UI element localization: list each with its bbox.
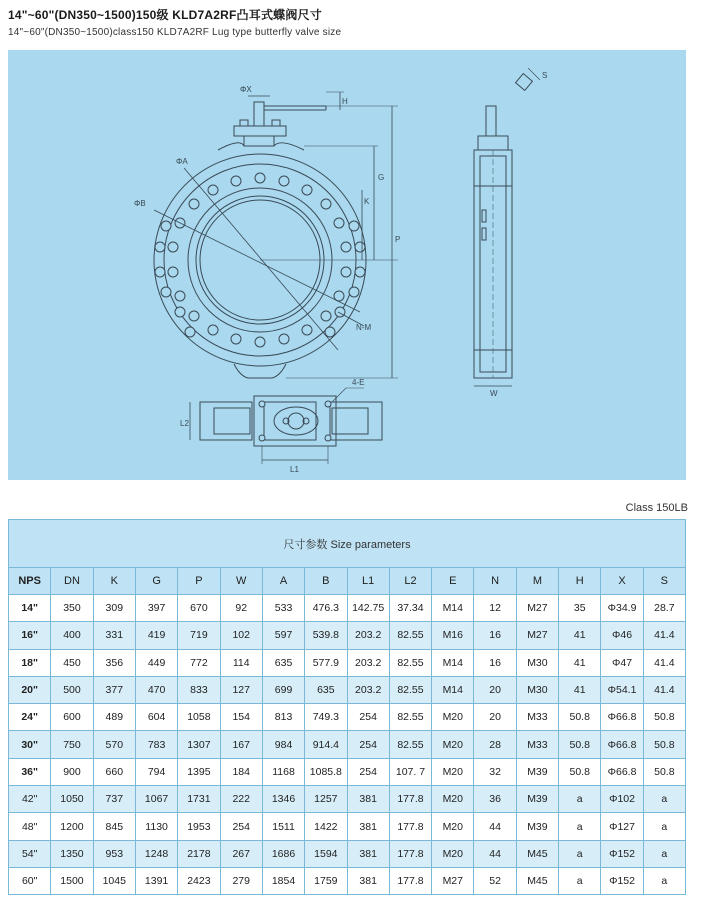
cell-p: 1731 bbox=[178, 786, 220, 813]
cell-l2: 82.55 bbox=[389, 731, 431, 758]
cell-l1: 254 bbox=[347, 758, 389, 785]
cell-h: 41 bbox=[559, 649, 601, 676]
cell-g: 1067 bbox=[135, 786, 177, 813]
cell-h: 41 bbox=[559, 622, 601, 649]
cell-b: 635 bbox=[305, 676, 347, 703]
cell-b: 476.3 bbox=[305, 595, 347, 622]
label-k: K bbox=[364, 197, 370, 206]
cell-w: 184 bbox=[220, 758, 262, 785]
cell-n: 20 bbox=[474, 676, 516, 703]
cell-l1: 203.2 bbox=[347, 676, 389, 703]
cell-dn: 1350 bbox=[51, 840, 93, 867]
cell-e: M20 bbox=[432, 786, 474, 813]
cell-n: 36 bbox=[474, 786, 516, 813]
cell-nps: 36" bbox=[9, 758, 51, 785]
cell-x: Φ152 bbox=[601, 840, 643, 867]
cell-w: 254 bbox=[220, 813, 262, 840]
cell-h: a bbox=[559, 867, 601, 894]
cell-w: 114 bbox=[220, 649, 262, 676]
cell-b: 1759 bbox=[305, 867, 347, 894]
cell-m: M39 bbox=[516, 813, 558, 840]
front-view bbox=[154, 92, 401, 378]
cell-e: M20 bbox=[432, 731, 474, 758]
cell-l2: 82.55 bbox=[389, 649, 431, 676]
label-phi-a: ΦA bbox=[176, 157, 188, 166]
cell-nps: 48" bbox=[9, 813, 51, 840]
side-view bbox=[474, 106, 512, 386]
top-view bbox=[190, 388, 382, 464]
table-row bbox=[9, 840, 686, 867]
cell-l2: 177.8 bbox=[389, 813, 431, 840]
label-s: S bbox=[542, 71, 548, 80]
cell-n: 20 bbox=[474, 704, 516, 731]
cell-n: 52 bbox=[474, 867, 516, 894]
cell-k: 953 bbox=[93, 840, 135, 867]
cell-a: 1854 bbox=[262, 867, 304, 894]
cell-k: 1045 bbox=[93, 867, 135, 894]
cell-p: 772 bbox=[178, 649, 220, 676]
cell-a: 1686 bbox=[262, 840, 304, 867]
label-l2: L2 bbox=[180, 419, 189, 428]
cell-l1: 381 bbox=[347, 813, 389, 840]
cell-l1: 254 bbox=[347, 731, 389, 758]
cell-m: M27 bbox=[516, 595, 558, 622]
cell-e: M20 bbox=[432, 704, 474, 731]
cell-p: 833 bbox=[178, 676, 220, 703]
cell-k: 845 bbox=[93, 813, 135, 840]
label-p: P bbox=[395, 235, 401, 244]
table-row bbox=[9, 676, 686, 703]
cell-g: 1130 bbox=[135, 813, 177, 840]
cell-e: M14 bbox=[432, 649, 474, 676]
header-m: M bbox=[516, 568, 558, 595]
page-title-cn: 14"~60"(DN350~1500)150级 KLD7A2RF凸耳式蝶阀尺寸 bbox=[8, 8, 322, 22]
cell-a: 1511 bbox=[262, 813, 304, 840]
cell-k: 737 bbox=[93, 786, 135, 813]
cell-k: 570 bbox=[93, 731, 135, 758]
cell-w: 222 bbox=[220, 786, 262, 813]
cell-s: a bbox=[643, 813, 685, 840]
cell-a: 1168 bbox=[262, 758, 304, 785]
cell-e: M16 bbox=[432, 622, 474, 649]
cell-n: 32 bbox=[474, 758, 516, 785]
cell-k: 377 bbox=[93, 676, 135, 703]
cell-w: 102 bbox=[220, 622, 262, 649]
table-row bbox=[9, 649, 686, 676]
cell-p: 1307 bbox=[178, 731, 220, 758]
cell-w: 167 bbox=[220, 731, 262, 758]
table-caption: 尺寸参数 Size parameters bbox=[9, 520, 686, 568]
cell-l1: 203.2 bbox=[347, 622, 389, 649]
cell-b: 577.9 bbox=[305, 649, 347, 676]
cell-h: 41 bbox=[559, 676, 601, 703]
label-n-m: N-M bbox=[356, 323, 372, 332]
cell-b: 1594 bbox=[305, 840, 347, 867]
cell-x: Φ54.1 bbox=[601, 676, 643, 703]
cell-b: 539.8 bbox=[305, 622, 347, 649]
cell-a: 699 bbox=[262, 676, 304, 703]
label-l1: L1 bbox=[290, 465, 299, 474]
label-w: W bbox=[490, 389, 498, 398]
cell-l1: 203.2 bbox=[347, 649, 389, 676]
label-phi-x: ΦX bbox=[240, 85, 252, 94]
cell-a: 1346 bbox=[262, 786, 304, 813]
cell-s: 41.4 bbox=[643, 676, 685, 703]
cell-g: 604 bbox=[135, 704, 177, 731]
header-a: A bbox=[262, 568, 304, 595]
cell-s: a bbox=[643, 786, 685, 813]
cell-n: 12 bbox=[474, 595, 516, 622]
table-row bbox=[9, 813, 686, 840]
cell-m: M45 bbox=[516, 840, 558, 867]
cell-p: 2178 bbox=[178, 840, 220, 867]
cell-l2: 107. 7 bbox=[389, 758, 431, 785]
class-label: Class 150LB bbox=[625, 502, 688, 514]
cell-l2: 82.55 bbox=[389, 622, 431, 649]
cell-dn: 750 bbox=[51, 731, 93, 758]
cell-k: 356 bbox=[93, 649, 135, 676]
header-x: X bbox=[601, 568, 643, 595]
table-header-row bbox=[9, 568, 686, 595]
cell-nps: 54" bbox=[9, 840, 51, 867]
table-row bbox=[9, 595, 686, 622]
header-n: N bbox=[474, 568, 516, 595]
cell-m: M27 bbox=[516, 622, 558, 649]
header-b: B bbox=[305, 568, 347, 595]
table-row bbox=[9, 731, 686, 758]
cell-a: 813 bbox=[262, 704, 304, 731]
cell-p: 719 bbox=[178, 622, 220, 649]
cell-p: 2423 bbox=[178, 867, 220, 894]
cell-l2: 82.55 bbox=[389, 704, 431, 731]
header-dn: DN bbox=[51, 568, 93, 595]
cell-n: 16 bbox=[474, 622, 516, 649]
page-title-en: 14"~60"(DN350~1500)class150 KLD7A2RF Lug type butterfly valve size bbox=[8, 27, 342, 38]
cell-dn: 600 bbox=[51, 704, 93, 731]
cell-l1: 254 bbox=[347, 704, 389, 731]
header-h: H bbox=[559, 568, 601, 595]
cell-g: 470 bbox=[135, 676, 177, 703]
cell-l1: 381 bbox=[347, 867, 389, 894]
cell-s: 41.4 bbox=[643, 649, 685, 676]
cell-e: M20 bbox=[432, 840, 474, 867]
label-phi-b: ΦB bbox=[134, 199, 146, 208]
cell-m: M30 bbox=[516, 649, 558, 676]
cell-s: 50.8 bbox=[643, 731, 685, 758]
cell-x: Φ127 bbox=[601, 813, 643, 840]
header-e: E bbox=[432, 568, 474, 595]
cell-b: 749.3 bbox=[305, 704, 347, 731]
cell-w: 267 bbox=[220, 840, 262, 867]
table-row bbox=[9, 622, 686, 649]
cell-h: 35 bbox=[559, 595, 601, 622]
cell-dn: 1200 bbox=[51, 813, 93, 840]
cell-h: a bbox=[559, 813, 601, 840]
cell-b: 914.4 bbox=[305, 731, 347, 758]
cell-m: M39 bbox=[516, 786, 558, 813]
cell-nps: 18" bbox=[9, 649, 51, 676]
cell-nps: 20" bbox=[9, 676, 51, 703]
cell-l1: 142.75 bbox=[347, 595, 389, 622]
cell-p: 1953 bbox=[178, 813, 220, 840]
cell-k: 309 bbox=[93, 595, 135, 622]
cell-dn: 900 bbox=[51, 758, 93, 785]
cell-g: 449 bbox=[135, 649, 177, 676]
cell-s: 50.8 bbox=[643, 758, 685, 785]
cell-g: 419 bbox=[135, 622, 177, 649]
cell-x: Φ66.8 bbox=[601, 704, 643, 731]
stem-square-detail bbox=[516, 68, 540, 90]
cell-l1: 381 bbox=[347, 786, 389, 813]
cell-w: 92 bbox=[220, 595, 262, 622]
cell-dn: 450 bbox=[51, 649, 93, 676]
cell-nps: 30" bbox=[9, 731, 51, 758]
cell-a: 597 bbox=[262, 622, 304, 649]
cell-g: 1391 bbox=[135, 867, 177, 894]
cell-p: 1395 bbox=[178, 758, 220, 785]
cell-w: 127 bbox=[220, 676, 262, 703]
cell-s: a bbox=[643, 840, 685, 867]
cell-k: 489 bbox=[93, 704, 135, 731]
cell-e: M27 bbox=[432, 867, 474, 894]
cell-w: 154 bbox=[220, 704, 262, 731]
cell-p: 670 bbox=[178, 595, 220, 622]
cell-g: 783 bbox=[135, 731, 177, 758]
cell-b: 1085.8 bbox=[305, 758, 347, 785]
cell-n: 44 bbox=[474, 840, 516, 867]
cell-s: a bbox=[643, 867, 685, 894]
cell-n: 44 bbox=[474, 813, 516, 840]
cell-l2: 177.8 bbox=[389, 786, 431, 813]
table-row bbox=[9, 786, 686, 813]
cell-k: 331 bbox=[93, 622, 135, 649]
cell-h: a bbox=[559, 840, 601, 867]
cell-m: M33 bbox=[516, 731, 558, 758]
cell-b: 1257 bbox=[305, 786, 347, 813]
cell-dn: 400 bbox=[51, 622, 93, 649]
table-row bbox=[9, 704, 686, 731]
header-l2: L2 bbox=[389, 568, 431, 595]
cell-m: M30 bbox=[516, 676, 558, 703]
cell-p: 1058 bbox=[178, 704, 220, 731]
cell-b: 1422 bbox=[305, 813, 347, 840]
cell-x: Φ66.8 bbox=[601, 758, 643, 785]
cell-a: 635 bbox=[262, 649, 304, 676]
cell-w: 279 bbox=[220, 867, 262, 894]
cell-dn: 1050 bbox=[51, 786, 93, 813]
header-k: K bbox=[93, 568, 135, 595]
header-p: P bbox=[178, 568, 220, 595]
table-row bbox=[9, 867, 686, 894]
cell-nps: 14" bbox=[9, 595, 51, 622]
cell-nps: 16" bbox=[9, 622, 51, 649]
cell-s: 28.7 bbox=[643, 595, 685, 622]
cell-x: Φ34.9 bbox=[601, 595, 643, 622]
cell-h: 50.8 bbox=[559, 704, 601, 731]
cell-l2: 177.8 bbox=[389, 867, 431, 894]
cell-g: 794 bbox=[135, 758, 177, 785]
cell-dn: 500 bbox=[51, 676, 93, 703]
cell-e: M14 bbox=[432, 595, 474, 622]
cell-e: M20 bbox=[432, 758, 474, 785]
cell-m: M33 bbox=[516, 704, 558, 731]
cell-dn: 1500 bbox=[51, 867, 93, 894]
header-s: S bbox=[643, 568, 685, 595]
cell-n: 16 bbox=[474, 649, 516, 676]
cell-s: 50.8 bbox=[643, 704, 685, 731]
cell-h: 50.8 bbox=[559, 731, 601, 758]
cell-h: a bbox=[559, 786, 601, 813]
header-w: W bbox=[220, 568, 262, 595]
cell-n: 28 bbox=[474, 731, 516, 758]
cell-m: M39 bbox=[516, 758, 558, 785]
cell-s: 41.4 bbox=[643, 622, 685, 649]
table-row bbox=[9, 758, 686, 785]
cell-a: 984 bbox=[262, 731, 304, 758]
cell-nps: 42" bbox=[9, 786, 51, 813]
table-body bbox=[9, 595, 686, 895]
cell-a: 533 bbox=[262, 595, 304, 622]
header-g: G bbox=[135, 568, 177, 595]
header-nps: NPS bbox=[9, 568, 51, 595]
cell-x: Φ46 bbox=[601, 622, 643, 649]
cell-h: 50.8 bbox=[559, 758, 601, 785]
cell-l2: 37.34 bbox=[389, 595, 431, 622]
cell-g: 397 bbox=[135, 595, 177, 622]
size-table bbox=[8, 519, 686, 895]
cell-x: Φ66.8 bbox=[601, 731, 643, 758]
valve-drawing bbox=[8, 50, 686, 480]
label-h: H bbox=[342, 97, 348, 106]
cell-g: 1248 bbox=[135, 840, 177, 867]
valve-drawing-panel bbox=[8, 50, 686, 480]
cell-x: Φ102 bbox=[601, 786, 643, 813]
cell-nps: 24" bbox=[9, 704, 51, 731]
cell-l2: 177.8 bbox=[389, 840, 431, 867]
cell-l1: 381 bbox=[347, 840, 389, 867]
header-l1: L1 bbox=[347, 568, 389, 595]
cell-k: 660 bbox=[93, 758, 135, 785]
cell-x: Φ152 bbox=[601, 867, 643, 894]
cell-nps: 60" bbox=[9, 867, 51, 894]
label-4-e: 4-E bbox=[352, 378, 365, 387]
size-table-wrap bbox=[8, 519, 686, 895]
cell-e: M14 bbox=[432, 676, 474, 703]
cell-l2: 82.55 bbox=[389, 676, 431, 703]
cell-dn: 350 bbox=[51, 595, 93, 622]
label-g: G bbox=[378, 173, 385, 182]
cell-m: M45 bbox=[516, 867, 558, 894]
cell-x: Φ47 bbox=[601, 649, 643, 676]
cell-e: M20 bbox=[432, 813, 474, 840]
